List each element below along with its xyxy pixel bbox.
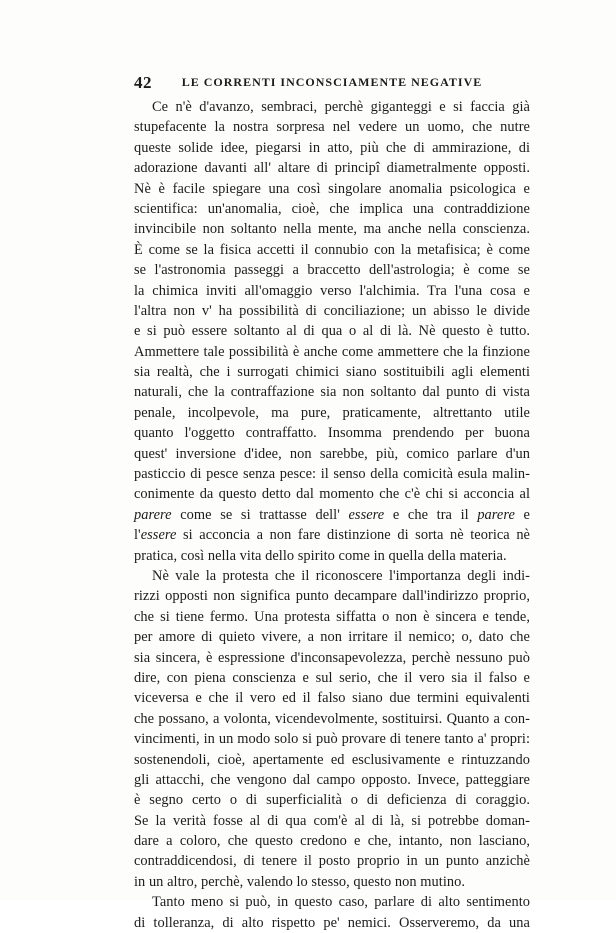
text-segment: adorazione davanti all' altare di principî diametralmente opposti. — [134, 160, 530, 177]
text-segment: si acconcia a non fare distinzione di sorta nè teorica nè — [176, 527, 530, 544]
text-segment: e — [514, 506, 530, 523]
text-segment: Ammettere tale possibilità è anche come ammettere che la finzione — [134, 343, 530, 360]
text-line — [134, 281, 530, 301]
text-line — [134, 546, 530, 566]
text-line — [134, 464, 530, 484]
text-line — [134, 199, 530, 219]
text-line — [134, 321, 530, 341]
text-line — [134, 750, 530, 770]
italic-text-segment: essere — [140, 527, 177, 544]
text-segment: che si tiene fermo. Una protesta siffatta o non è sincera e tende, — [134, 608, 530, 625]
text-segment: dare a coloro, che questo credono e che, intanto, non lasciano, — [134, 833, 530, 850]
text-line — [134, 709, 530, 729]
text-segment: la chimica inviti all'omaggio verso l'alchimia. Tra l'una cosa e — [134, 282, 530, 299]
text-segment: queste solide idee, piegarsi in atto, più che di ammirazione, di — [134, 139, 530, 156]
running-title: LE CORRENTI INCONSCIAMENTE NEGATIVE — [181, 75, 483, 89]
text-line — [134, 219, 530, 239]
text-line — [134, 648, 530, 668]
text-segment: se l'astronomia passeggi a braccetto dell'astrologia; è come se — [134, 262, 530, 279]
text-segment: pratica, così nella vita dello spirito come in quella della materia. — [134, 547, 507, 564]
text-segment: Se la verità fosse al di qua com'è al di là, si potrebbe doman- — [134, 812, 530, 829]
text-line — [134, 851, 530, 871]
text-line — [134, 566, 530, 586]
text-line — [134, 484, 530, 504]
text-segment: di tolleranza, di alto rispetto pe' nemici. Osserveremo, da una — [134, 914, 530, 931]
text-segment: sia realtà, che i surrogati chimici siano sostituibili agli elementi — [134, 364, 530, 381]
text-segment: stupefacente la nostra sorpresa nel vedere un uomo, che nutre — [134, 119, 530, 136]
text-segment: sia sincera, è espressione d'inconsapevolezza, perchè nessuno può — [134, 649, 530, 666]
text-segment: che possano, a volonta, vicendevolmente, sostituirsi. Quanto a con- — [134, 710, 530, 727]
text-segment: rizzi opposti non significa punto decampare dall'indirizzo proprio, — [134, 588, 530, 605]
page-number: 42 — [134, 73, 152, 92]
text-segment: Nè vale la protesta che il riconoscere l'importanza degli indi- — [152, 567, 530, 584]
text-segment: dire, con piena conscienza e sul serio, che il vero sia il falso e — [134, 669, 530, 686]
text-line — [134, 362, 530, 382]
text-line — [134, 668, 530, 688]
text-line — [134, 505, 530, 525]
text-line — [134, 382, 530, 402]
text-segment: quest' inversione d'idee, non sarebbe, più, comico parlare d'un — [134, 445, 530, 462]
text-segment: viceversa e che il vero ed il falso siano due termini equivalenti — [134, 690, 530, 707]
text-line — [134, 525, 530, 545]
italic-text-segment: essere — [348, 506, 385, 523]
italic-text-segment: parere — [477, 506, 515, 523]
text-segment: penale, incolpevole, ma pure, praticamente, altrettanto utile — [134, 404, 530, 421]
text-segment: sostenendoli, cioè, apertamente ed esclusivamente e rintuzzando — [134, 751, 530, 768]
text-line — [134, 790, 530, 810]
text-segment: e che tra il — [384, 506, 478, 523]
text-line — [134, 688, 530, 708]
text-segment: gli attacchi, che vengono dal campo opposto. Invece, patteggiare — [134, 771, 530, 788]
text-line — [134, 403, 530, 423]
italic-text-segment: parere — [134, 506, 172, 523]
text-segment: l' — [134, 527, 141, 544]
text-segment: Nè è facile spiegare una così singolare anomalia psicologica e — [134, 180, 530, 197]
text-segment: come se si trattasse dell' — [171, 506, 349, 523]
text-segment: in un altro, perchè, valendo lo stesso, questo non mutino. — [134, 873, 466, 890]
text-line — [134, 342, 530, 362]
text-segment: Tanto meno si può, in questo caso, parlare di alto sentimento — [152, 894, 530, 911]
text-segment: quanto l'oggetto contraffatto. Insomma prendendo per buona — [134, 425, 530, 442]
text-line — [134, 423, 530, 443]
text-segment: naturali, che la contraffazione sia non soltanto dal punto di vista — [134, 384, 530, 401]
text-line — [134, 872, 530, 892]
running-head — [134, 73, 530, 95]
text-line — [134, 179, 530, 199]
text-segment: pasticcio di pesce senza pesce: il senso della comicità esula malin- — [134, 466, 530, 483]
text-line — [134, 260, 530, 280]
text-segment: Ce n'è d'avanzo, sembraci, perchè giganteggi e si faccia già — [152, 99, 530, 115]
text-line — [134, 913, 530, 933]
text-line — [134, 586, 530, 606]
text-segment: è segno certo o di superficialità o di deficienza di coraggio. — [134, 792, 530, 809]
text-line — [134, 158, 530, 178]
text-line — [134, 831, 530, 851]
text-line — [134, 627, 530, 647]
text-segment: invincibile non soltanto nella mente, ma anche nella conscienza. — [134, 221, 530, 238]
text-segment: conimente da questo detto dal momento che c'è chi si acconcia al — [134, 486, 530, 503]
text-line — [134, 117, 530, 137]
text-segment: È come se la fisica accetti il connubio con la metafisica; è come — [134, 241, 530, 258]
text-segment: l'altra non v' ha possibilità di conciliazione; un abisso le divide — [134, 302, 530, 319]
text-segment: per amore di quieto vivere, a non irritare il nemico; o, dato che — [134, 629, 530, 646]
text-segment: contraddicendosi, di tenere il posto proprio in un punto anzichè — [134, 853, 530, 870]
text-line — [134, 97, 530, 117]
text-line — [134, 729, 530, 749]
text-line — [134, 240, 530, 260]
text-line — [134, 444, 530, 464]
text-line — [134, 607, 530, 627]
text-segment: scientifica: un'anomalia, cioè, che implica una contraddizione — [134, 200, 530, 217]
text-line — [134, 811, 530, 831]
body-text — [134, 97, 530, 933]
text-line — [134, 892, 530, 912]
text-segment: e si può essere soltanto al di qua o al di là. Nè questo è tutto. — [134, 323, 530, 340]
text-line — [134, 770, 530, 790]
text-line — [134, 138, 530, 158]
text-line — [134, 301, 530, 321]
text-segment: vincimenti, in un modo solo si può provare di tenere tanto a' propri: — [134, 731, 530, 748]
